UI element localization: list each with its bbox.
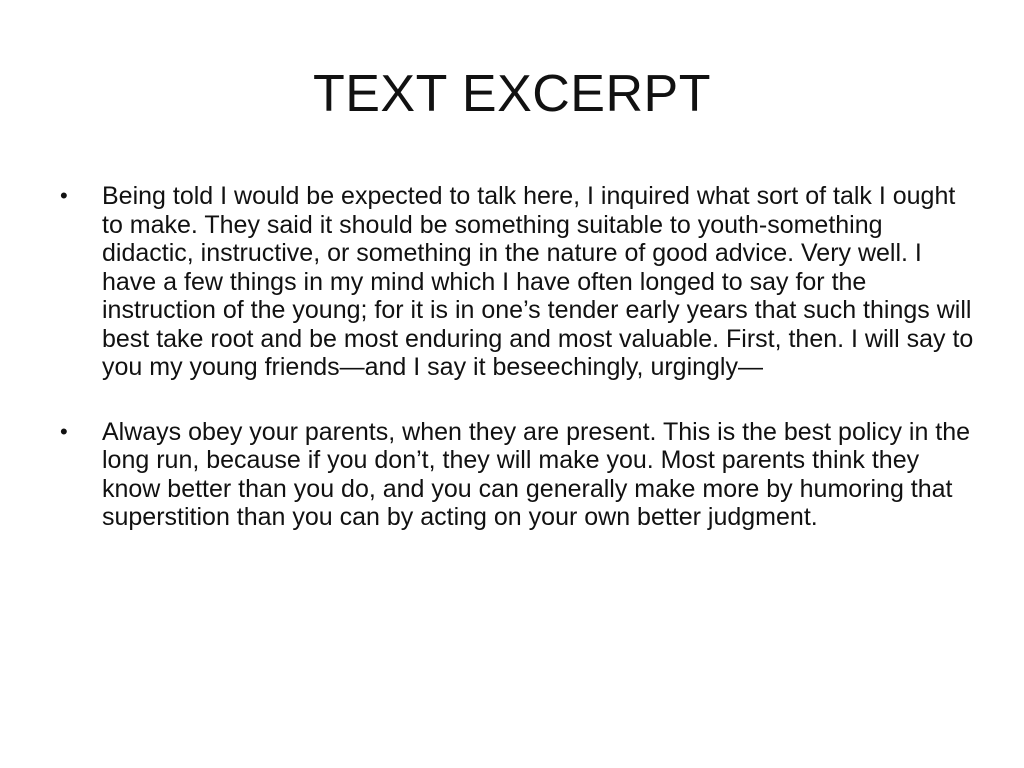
bullet-marker-icon: • [60, 183, 68, 208]
slide-title: TEXT EXCERPT [312, 65, 711, 123]
bullet-item [56, 418, 976, 532]
bullet-text: Being told I would be expected to talk here, I inquired what sort of talk I ought to make. They said it should be something suitable to youth-something didactic, instructive, or something in the nature of good advice. Very well. I have a few things in my mind which I have often longed to say for the instruction of the young; for it is in one’s tender early years that such things will best take root and be most enduring and most valuable. First, then. I will say to you my young friends—and I say it beseechingly, urgingly— [102, 182, 974, 381]
bullet-list [56, 182, 976, 568]
bullet-marker-icon: • [60, 418, 68, 444]
bullet-item [56, 182, 976, 382]
bullet-text: Always obey your parents, when they are present. This is the best policy in the long run, because if you don’t, they will make you. Most parents think they know better than you do, and you can generally make more by humoring that superstition than you can by acting on your own better judgment. [102, 417, 971, 531]
